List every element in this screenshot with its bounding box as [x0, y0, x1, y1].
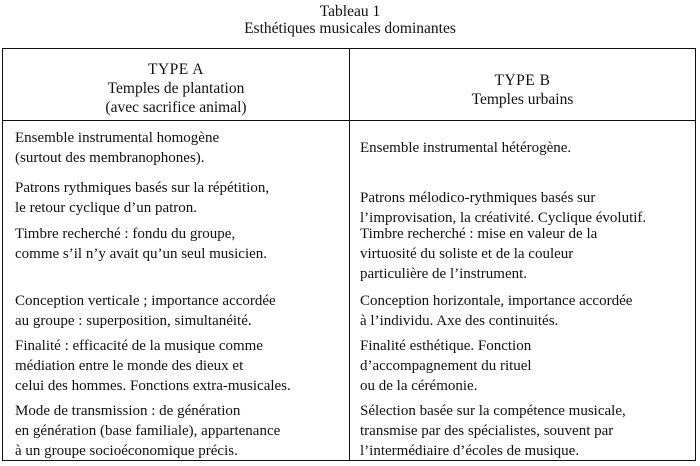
header-type-b — [350, 71, 695, 109]
column-divider — [349, 49, 350, 460]
header-type-a-label: TYPE A — [148, 61, 204, 78]
table-cell-b-rhythm: Patrons mélodico-rythmiques basés sur l’improvisation, la créativité. Cyclique évolutif. — [360, 190, 647, 226]
header-type-a-line2: (avec sacrifice animal) — [105, 99, 247, 116]
table-cell-a-homogeneous: Ensemble instrumental homogène (surtout des membranophones). — [15, 130, 220, 166]
table-cell-b-timbre: Timbre recherché : mise en valeur de la virtuosité du soliste et de la couleur particulière de l’instrument. — [360, 226, 598, 282]
header-divider — [3, 120, 695, 121]
table-cell-a-transmission: Mode de transmission : de génération en génération (base familiale), appartenance à un groupe socioéconomique précis. — [15, 403, 281, 459]
table-cell-a-rhythm: Patrons rythmiques basés sur la répétition, le retour cyclique d’un patron. — [15, 180, 270, 216]
table-cell-a-timbre: Timbre recherché : fondu du groupe, comme s’il n’y avait qu’un seul musicien. — [15, 226, 268, 262]
header-type-a-line1: Temples de plantation — [107, 80, 245, 97]
table-title: Esthétiques musicales dominantes — [244, 20, 456, 37]
table-cell-b-heterogeneous: Ensemble instrumental hétérogène. — [360, 140, 572, 156]
table-number: Tableau 1 — [319, 3, 381, 20]
table-cell-a-finality: Finalité : efficacité de la musique comme médiation entre le monde des dieux et celui des hommes. Fonctions extra-musicales. — [15, 338, 291, 394]
table-cell-b-conception: Conception horizontale, importance accordée à l’individu. Axe des continuités. — [360, 293, 633, 329]
table-cell-a-conception: Conception verticale ; importance accordée au groupe : superposition, simultanéité. — [15, 293, 276, 329]
table-cell-b-finality: Finalité esthétique. Fonction d’accompagnement du rituel ou de la cérémonie. — [360, 338, 532, 394]
header-type-a — [3, 60, 349, 117]
header-type-b-label: TYPE B — [494, 72, 551, 89]
comparison-table — [2, 48, 696, 461]
table-cell-b-selection: Sélection basée sur la compétence musicale, transmise par des spécialistes, souvent par l’intermédiaire d’écoles de musique. — [360, 403, 626, 459]
header-type-b-line1: Temples urbains — [471, 91, 574, 108]
